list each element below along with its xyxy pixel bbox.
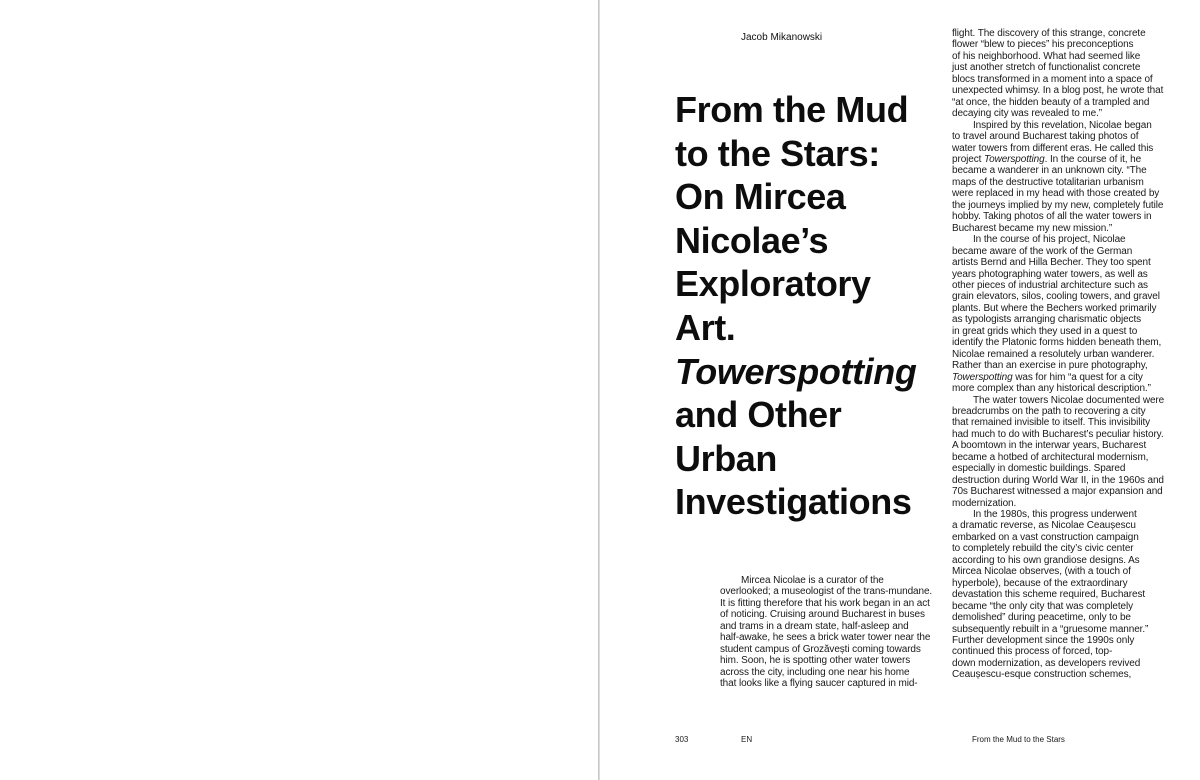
text-line: water towers from different eras. He called this	[952, 142, 1154, 154]
text-line: other pieces of industrial architecture such as	[952, 279, 1148, 291]
text-line: half-awake, he sees a brick water tower near the	[720, 632, 931, 644]
title-line: Art.	[675, 306, 736, 348]
text-line: across the city, including one near his home	[720, 666, 910, 678]
text-line: maps of the destructive totalitarian urbanism	[952, 176, 1144, 188]
text-line: subsequently rebuilt in a “gruesome manner.”	[952, 623, 1149, 635]
text-line: “at once, the hidden beauty of a trampled and	[952, 96, 1150, 108]
text-line: hobby. Taking photos of all the water towers in	[952, 211, 1152, 223]
title-line: On Mircea	[675, 176, 846, 218]
title-line: and Other	[675, 394, 842, 436]
text-fragment: . In the course of it, he	[1044, 153, 1142, 165]
text-line: Bucharest became my new mission.”	[952, 222, 1113, 234]
text-line: that remained invisible to itself. This invisibility	[952, 417, 1151, 429]
text-line: according to his own grandiose designs. As	[952, 554, 1140, 566]
text-line: embarked on a vast construction campaign	[952, 531, 1139, 543]
text-line: of his neighborhood. What had seemed like	[952, 50, 1141, 62]
body-text-right-column	[952, 28, 1174, 681]
text-line: as typologists arranging charismatic objects	[952, 314, 1142, 326]
text-line: of noticing. Cruising around Bucharest in buses	[720, 609, 925, 621]
text-line: flight. The discovery of this strange, concrete	[952, 28, 1146, 39]
text-line: the journeys implied by my new, completely futile	[952, 199, 1164, 211]
text-line: more complex than any historical description.”	[952, 383, 1151, 395]
text-line: him. Soon, he is spotting other water towers	[720, 655, 911, 667]
text-line: Mircea Nicolae is a curator of the	[741, 575, 884, 586]
text-line: continued this process of forced, top-	[952, 646, 1113, 658]
text-line	[952, 372, 1174, 383]
text-line: that looks like a flying saucer captured in mid-	[720, 678, 918, 690]
text-line: Mircea Nicolae observes, (with a touch of	[952, 566, 1131, 578]
text-line: breadcrumbs on the path to recovering a city	[952, 405, 1146, 417]
text-line: unexpected whimsy. In a blog post, he wrote that	[952, 85, 1164, 97]
text-line: 70s Bucharest witnessed a major expansion and	[952, 486, 1163, 498]
title-line: Exploratory	[675, 263, 871, 305]
artwork-title-italic: Towerspotting	[984, 153, 1045, 165]
text-line: hyperbole), because of the extraordinary	[952, 577, 1128, 589]
text-line: a dramatic reverse, as Nicolae Ceaușescu	[952, 520, 1136, 532]
title-line: Nicolae’s	[675, 219, 829, 261]
text-fragment: project	[952, 153, 982, 165]
running-title: From the Mud to the Stars	[972, 735, 1065, 744]
page-number: 303	[675, 735, 689, 744]
text-line: became “the only city that was completely	[952, 600, 1133, 612]
article-title	[675, 88, 950, 524]
language-label: EN	[741, 735, 753, 744]
title-line: From the Mud	[675, 89, 909, 130]
text-line: just another stretch of functionalist concrete	[952, 62, 1141, 74]
text-line	[952, 154, 1174, 165]
text-line: to completely rebuild the city’s civic center	[952, 543, 1134, 555]
text-line: modernization.	[952, 497, 1017, 509]
text-line: and trams in a dream state, half-asleep and	[720, 620, 909, 632]
text-line: became a hotbed of architectural modernism,	[952, 451, 1149, 463]
text-fragment: was for him “a quest for a city	[1012, 371, 1143, 383]
body-text-left-column	[720, 575, 940, 690]
text-line: Inspired by this revelation, Nicolae began	[973, 119, 1152, 131]
text-line: student campus of Grozăvești coming towards	[720, 643, 921, 655]
text-line: Rather than an exercise in pure photography,	[952, 360, 1148, 372]
blank-left-page	[0, 0, 598, 780]
text-line: had much to do with Bucharest’s peculiar history.	[952, 428, 1164, 440]
text-line: Ceaușescu-esque construction schemes,	[952, 669, 1132, 681]
artwork-title-italic: Towerspotting	[952, 371, 1013, 383]
text-line: were replaced in my head with those created by	[952, 188, 1160, 200]
text-line: overlooked; a museologist of the trans-mundane.	[720, 586, 933, 598]
text-line: down modernization, as developers revived	[952, 657, 1141, 669]
text-line: identify the Platonic forms hidden beneath them,	[952, 337, 1162, 349]
title-line: to the Stars:	[675, 132, 880, 174]
text-line: years photographing water towers, as well as	[952, 268, 1148, 280]
text-line: Nicolae remained a resolutely urban wanderer.	[952, 348, 1155, 360]
text-line: in great grids which they used in a quest to	[952, 325, 1138, 337]
text-line: In the 1980s, this progress underwent	[973, 509, 1137, 521]
text-line: demolished” during peacetime, only to be	[952, 612, 1131, 624]
text-line: especially in domestic buildings. Spared	[952, 463, 1126, 475]
text-line: became a wanderer in an unknown city. “The	[952, 165, 1147, 177]
text-line: devastation this scheme required, Bucharest	[952, 589, 1146, 601]
text-line: flower “blew to pieces” his preconceptions	[952, 39, 1134, 51]
text-line: decaying city was revealed to me.”	[952, 108, 1103, 120]
text-line: The water towers Nicolae documented were	[973, 394, 1165, 406]
text-line: Further development since the 1990s only	[952, 635, 1135, 647]
text-line: to travel around Bucharest taking photos of	[952, 131, 1139, 143]
text-line: It is fitting therefore that his work began in an act	[720, 597, 930, 609]
text-line: A boomtown in the interwar years, Bucharest	[952, 440, 1147, 452]
title-line: Investigations	[675, 481, 912, 523]
title-line-italic: Towerspotting	[675, 350, 917, 392]
title-line: Urban	[675, 437, 778, 479]
text-line: plants. But where the Bechers worked primarily	[952, 302, 1157, 314]
author-name: Jacob Mikanowski	[741, 32, 823, 43]
text-line: artists Bernd and Hilla Becher. They too spent	[952, 257, 1151, 269]
text-line: In the course of his project, Nicolae	[973, 234, 1126, 246]
text-line: became aware of the work of the German	[952, 245, 1133, 257]
text-line: grain elevators, silos, cooling towers, and gravel	[952, 291, 1160, 303]
text-line: destruction during World War II, in the 1960s and	[952, 474, 1164, 486]
text-line: blocs transformed in a moment into a space of	[952, 73, 1153, 85]
